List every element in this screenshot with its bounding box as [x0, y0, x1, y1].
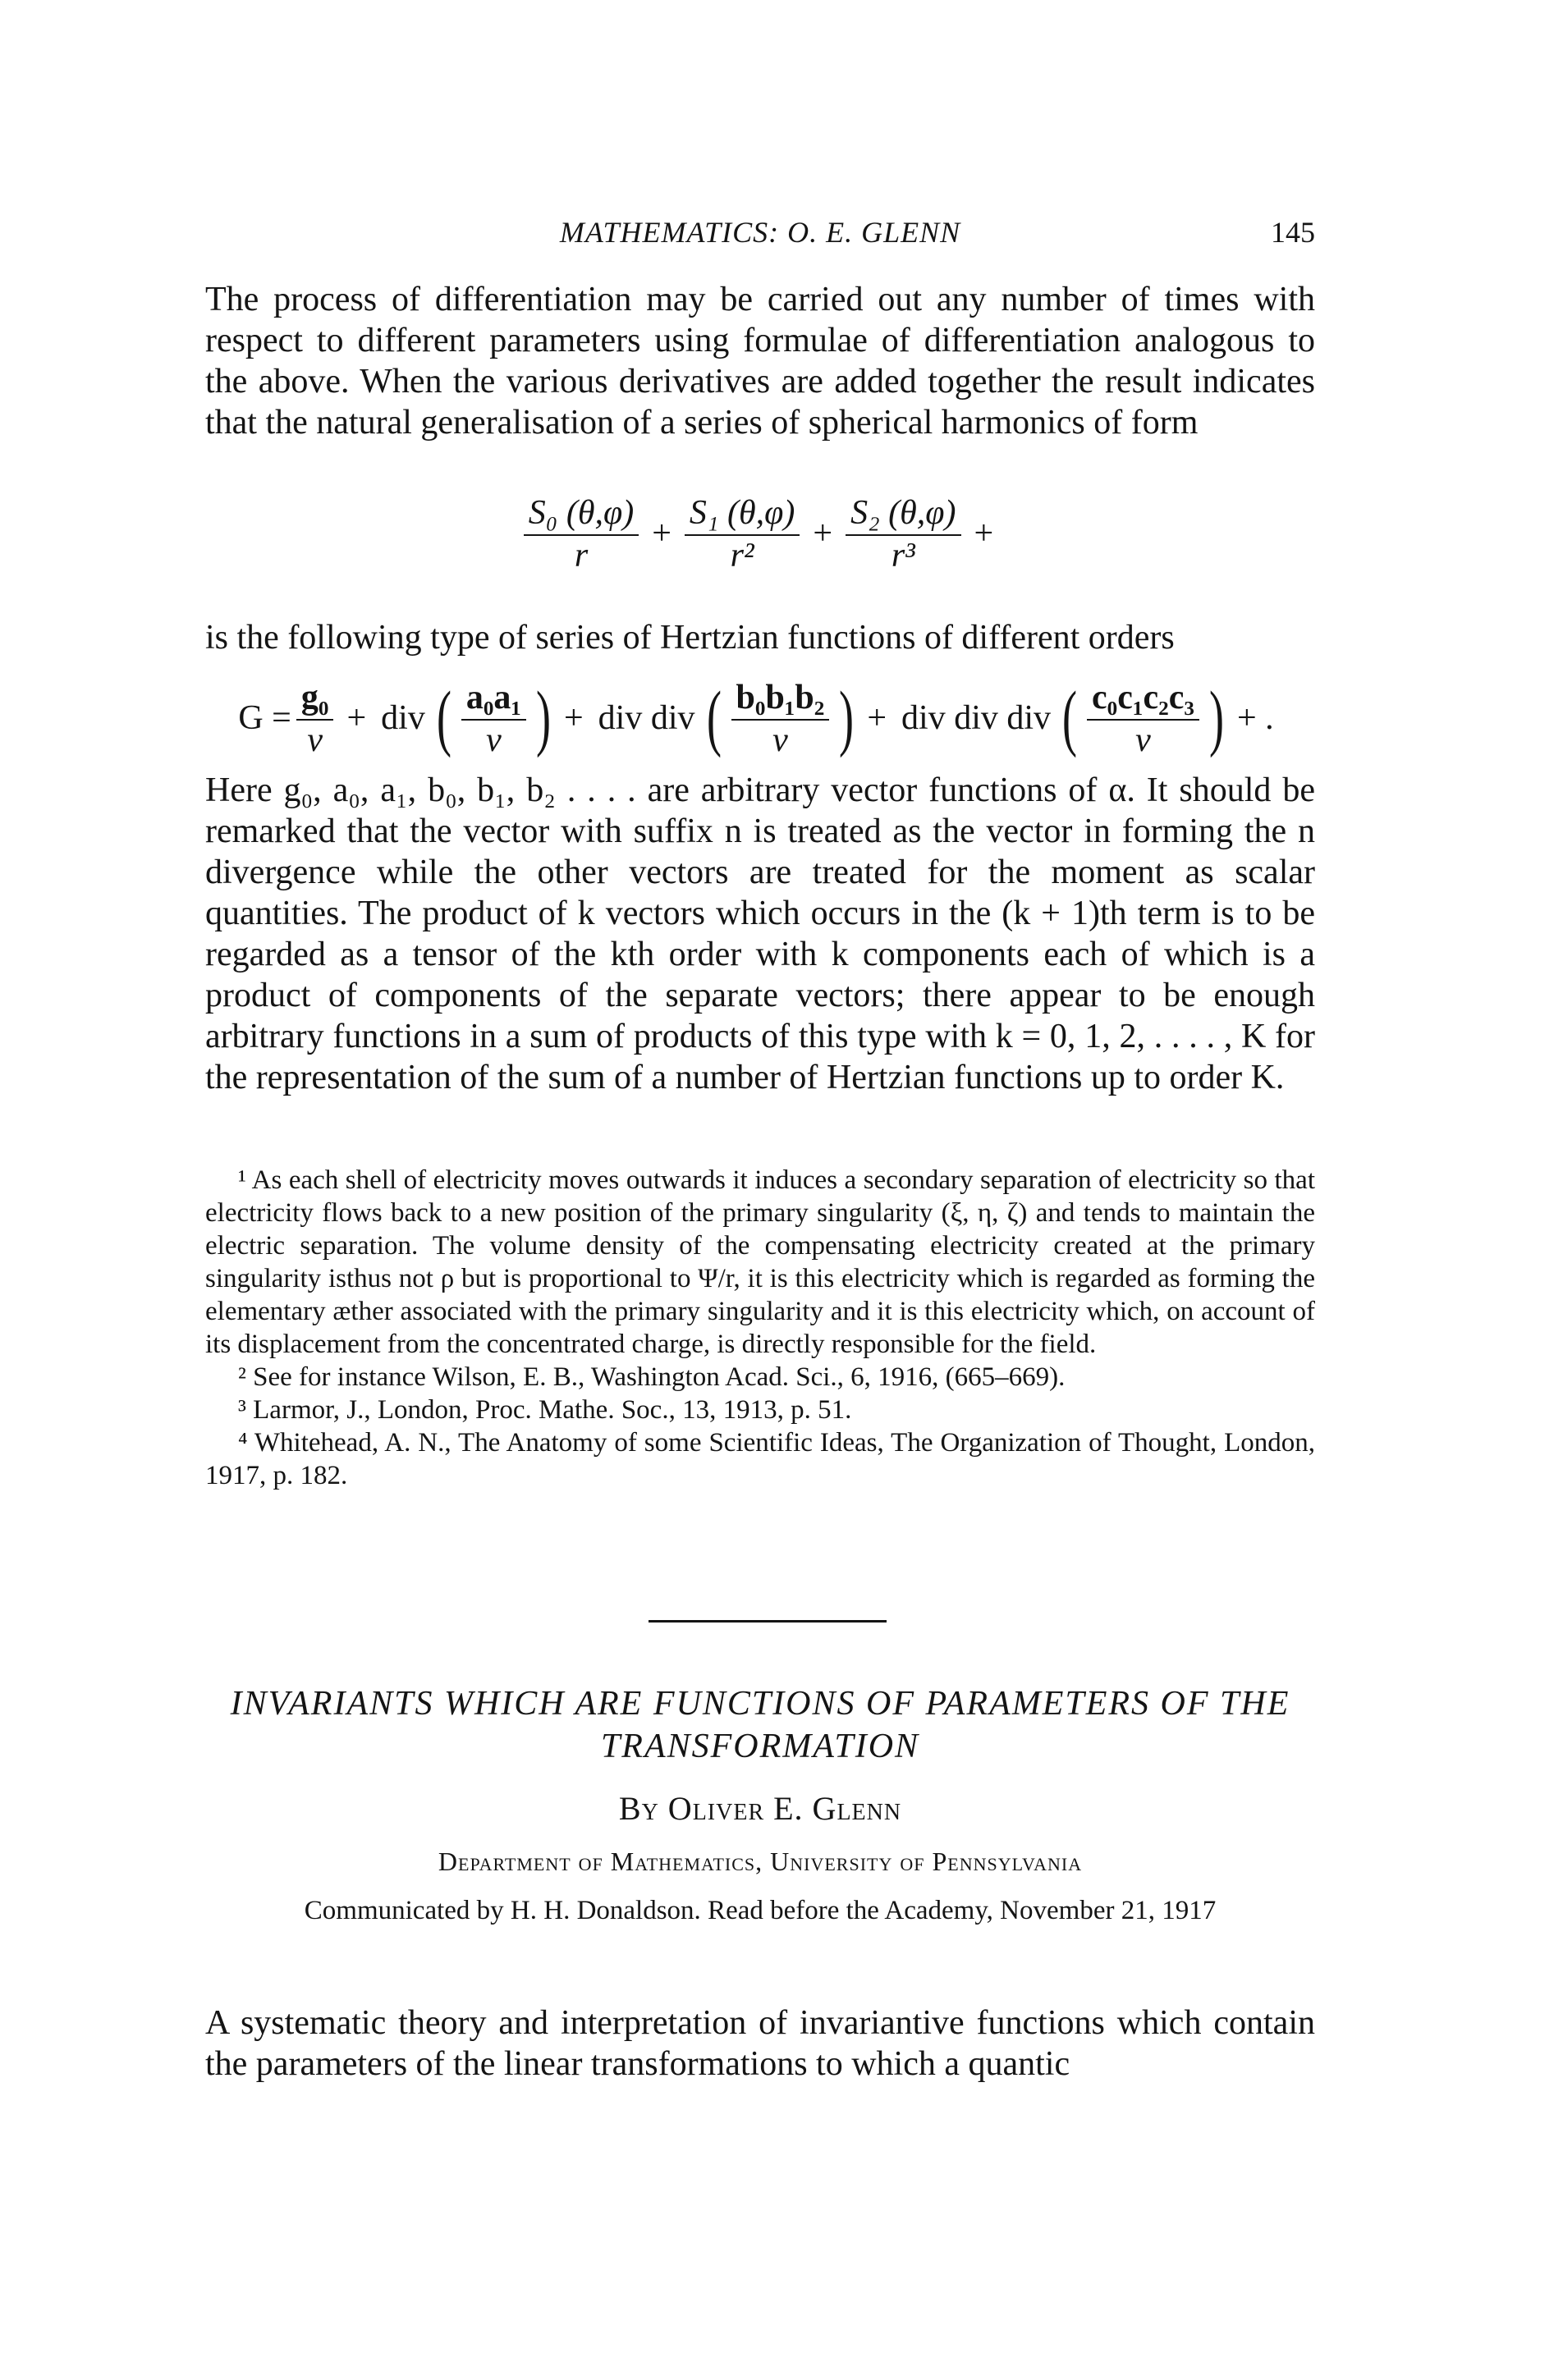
term-a [461, 678, 526, 758]
author-byline: By Oliver E. Glenn [618, 1790, 902, 1827]
author-department: Department of Mathematics, University of Pennsylvania [438, 1847, 1083, 1876]
term-a-numerator: a₀a₁ [461, 678, 526, 721]
term-s1-numerator: S₁ (θ,φ) [685, 493, 800, 536]
term-s2 [846, 493, 960, 574]
footnote-1: ¹ As each shell of electricity moves outwards it induces a secondary separation of electricity so that electricity flows back to a new position of the primary singularity (ξ, η, ζ) and tends to maintain the electric separation. The volume density of the compensating electricity created at the primary singularity isthus not ρ but is proportional to Ψ/r, it is this electricity which is regarded as forming the elementary æther associated with the primary singularity and it is this electricity which, on account of its displacement from the concentrated charge, is directly responsible for the field. [205, 1165, 1315, 1359]
footnote-3: ³ Larmor, J., London, Proc. Mathe. Soc., 13, 1913, p. 51. [238, 1395, 852, 1425]
plus-sign: + [974, 515, 994, 552]
term-b [731, 678, 830, 758]
left-paren: ( [706, 677, 722, 758]
div-div-div-operator: div div div [901, 699, 1052, 737]
footnotes [205, 1164, 1315, 1492]
footnote-4: ⁴ Whitehead, A. N., The Anatomy of some Scientific Ideas, The Organization of Thought, London, 1917, p. 182. [205, 1428, 1315, 1490]
term-g0 [296, 678, 334, 758]
term-s0-numerator: S₀ (θ,φ) [524, 493, 639, 536]
hertzian-series-formula [205, 673, 1315, 763]
term-b-numerator: b₀b₁b₂ [731, 678, 830, 721]
section-divider [649, 1620, 887, 1623]
running-title: MATHEMATICS: O. E. GLENN [559, 216, 961, 249]
paragraph-opening: A systematic theory and interpretation of invariantive functions which contain the parameters of the linear transformations to which a quantic [205, 2004, 1315, 2083]
term-s0 [524, 493, 639, 574]
plus-sign: + [652, 515, 671, 552]
plus-sign: + [346, 699, 367, 737]
term-s0-denominator: r [574, 537, 589, 574]
term-s2-denominator: r³ [891, 537, 915, 574]
left-paren: ( [1062, 677, 1078, 758]
right-paren: ) [535, 677, 551, 758]
right-paren: ) [839, 677, 855, 758]
article-title-line-2: TRANSFORMATION [600, 1728, 920, 1765]
plus-sign: + [563, 699, 584, 737]
left-paren: ( [436, 677, 451, 758]
plus-sign: + [867, 699, 887, 737]
paragraph-differentiation: The process of differentiation may be carried out any number of times with respect to different parameters using formulae of differentiation analogous to the above. When the various derivatives are added together the result indicates that the natural generalisation of a series of spherical harmonics of form [205, 281, 1315, 442]
communicated-note: Communicated by H. H. Donaldson. Read before the Academy, November 21, 1917 [304, 1896, 1217, 1925]
term-s2-numerator: S₂ (θ,φ) [846, 493, 960, 536]
running-head [205, 215, 1315, 254]
term-g0-denominator: ν [307, 721, 323, 759]
paragraph-hertzian-intro: is the following type of series of Hertzian functions of different orders [205, 619, 1175, 657]
paragraph-vector-functions: Here g₀, a₀, a₁, b₀, b₁, b₂ . . . . are arbitrary vector functions of α. It should be remarked that the vector with suffix n is treated as the vector in forming the n divergence while the other vectors are treated for the moment as scalar quantities. The product of k vectors which occurs in the (k + 1)th term is to be regarded as a tensor of the kth order with k components each of which is a product of components of the separate vectors; there appear to be enough arbitrary functions in a sum of products of this type with k = 0, 1, 2, . . . . , K for the representation of the sum of a number of Hertzian functions up to order K. [205, 771, 1315, 1096]
right-paren: ) [1208, 677, 1224, 758]
term-c-denominator: ν [1135, 721, 1151, 759]
div-div-operator: div div [598, 699, 695, 737]
formula-lhs: G = [238, 699, 291, 737]
plus-sign: + [813, 515, 833, 552]
page-number: 145 [1271, 216, 1315, 249]
formula-tail: + . [1236, 699, 1274, 737]
article-title [205, 1682, 1315, 1768]
footnote-2: ² See for instance Wilson, E. B., Washington Acad. Sci., 6, 1916, (665–669). [238, 1362, 1066, 1392]
term-c [1087, 678, 1199, 758]
term-s1-denominator: r² [730, 537, 754, 574]
spherical-harmonics-formula [205, 488, 1315, 579]
term-a-denominator: ν [486, 721, 502, 759]
term-b-denominator: ν [772, 721, 788, 759]
term-s1 [685, 493, 800, 574]
article-title-line-1: INVARIANTS WHICH ARE FUNCTIONS OF PARAMETERS OF THE [230, 1685, 1290, 1723]
term-c-numerator: c₀c₁c₂c₃ [1087, 678, 1199, 721]
term-g0-numerator: g₀ [296, 678, 334, 721]
div-operator: div [381, 699, 425, 737]
